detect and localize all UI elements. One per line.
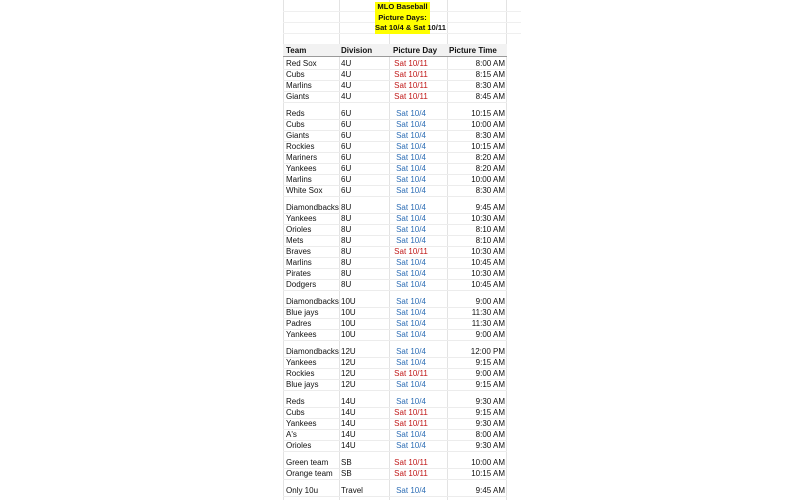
team-cell: Cubs — [286, 120, 305, 129]
table-row — [283, 91, 507, 103]
team-cell: Yankees — [286, 330, 317, 339]
picture-time-cell: 8:45 AM — [475, 92, 505, 101]
table-header — [283, 44, 507, 57]
picture-day-cell: Sat 10/11 — [394, 59, 428, 68]
division-cell: 6U — [341, 120, 352, 129]
picture-day-cell: Sat 10/11 — [394, 469, 428, 478]
picture-day-cell: Sat 10/4 — [396, 186, 426, 195]
picture-time-cell: 10:15 AM — [471, 142, 505, 151]
picture-day-cell: Sat 10/4 — [396, 175, 426, 184]
team-cell: Orioles — [286, 441, 312, 450]
team-cell: Braves — [286, 247, 311, 256]
picture-day-cell: Sat 10/4 — [396, 397, 426, 406]
picture-day-cell: Sat 10/4 — [396, 380, 426, 389]
picture-time-cell: 10:30 AM — [471, 269, 505, 278]
team-cell: Rockies — [286, 369, 315, 378]
picture-time-cell: 10:30 AM — [471, 214, 505, 223]
picture-time-cell: 9:15 AM — [475, 358, 505, 367]
team-cell: Yankees — [286, 358, 317, 367]
team-cell: Mets — [286, 236, 304, 245]
team-cell: Diamondbacks — [286, 347, 339, 356]
picture-time-cell: 10:45 AM — [471, 280, 505, 289]
picture-day-cell: Sat 10/4 — [396, 236, 426, 245]
division-cell: 8U — [341, 269, 352, 278]
division-cell: 14U — [341, 419, 356, 428]
division-cell: 4U — [341, 81, 352, 90]
picture-time-cell: 11:30 AM — [471, 308, 505, 317]
picture-day-cell: Sat 10/4 — [396, 330, 426, 339]
team-cell: Diamondbacks — [286, 297, 339, 306]
table-row — [283, 485, 507, 497]
spreadsheet — [283, 0, 521, 500]
picture-day-cell: Sat 10/4 — [396, 297, 426, 306]
division-cell: 8U — [341, 280, 352, 289]
team-cell: Orioles — [286, 225, 312, 234]
division-cell: 12U — [341, 347, 356, 356]
division-cell: 8U — [341, 258, 352, 267]
picture-time-cell: 8:20 AM — [475, 153, 505, 162]
team-cell: Cubs — [286, 408, 305, 417]
picture-day-cell: Sat 10/4 — [396, 441, 426, 450]
division-cell: 14U — [341, 441, 356, 450]
picture-day-cell: Sat 10/4 — [396, 214, 426, 223]
picture-time-cell: 8:20 AM — [475, 164, 505, 173]
banner-line: Picture Days: — [378, 12, 427, 22]
division-cell: 6U — [341, 131, 352, 140]
picture-time-cell: 9:30 AM — [475, 419, 505, 428]
picture-time-cell: 9:15 AM — [475, 408, 505, 417]
picture-day-cell: Sat 10/4 — [396, 347, 426, 356]
picture-time-cell: 12:00 PM — [470, 347, 505, 356]
picture-time-cell: 8:00 AM — [475, 59, 505, 68]
team-cell: Marlins — [286, 175, 312, 184]
picture-time-cell: 8:00 AM — [475, 430, 505, 439]
team-cell: Diamondbacks — [286, 203, 339, 212]
team-cell: Rockies — [286, 142, 315, 151]
division-cell: 6U — [341, 109, 352, 118]
picture-time-cell: 10:15 AM — [471, 469, 505, 478]
picture-time-cell: 10:00 AM — [471, 458, 505, 467]
picture-time-cell: 11:30 AM — [471, 319, 505, 328]
table-row — [283, 279, 507, 291]
team-cell: White Sox — [286, 186, 323, 195]
table-row — [283, 185, 507, 197]
picture-day-cell: Sat 10/4 — [396, 203, 426, 212]
picture-day-cell: Sat 10/11 — [394, 92, 428, 101]
picture-day-cell: Sat 10/11 — [394, 81, 428, 90]
picture-time-cell: 8:30 AM — [475, 131, 505, 140]
picture-day-cell: Sat 10/4 — [396, 486, 426, 495]
division-cell: 8U — [341, 247, 352, 256]
team-cell: Blue jays — [286, 308, 319, 317]
division-cell: 14U — [341, 408, 356, 417]
division-cell: SB — [341, 469, 352, 478]
team-cell: Orange team — [286, 469, 333, 478]
picture-time-cell: 9:45 AM — [475, 203, 505, 212]
team-cell: Green team — [286, 458, 329, 467]
division-cell: 6U — [341, 175, 352, 184]
division-cell: 12U — [341, 369, 356, 378]
division-cell: 14U — [341, 397, 356, 406]
picture-day-cell: Sat 10/4 — [396, 269, 426, 278]
division-cell: 12U — [341, 380, 356, 389]
picture-day-cell: Sat 10/4 — [396, 358, 426, 367]
team-cell: Pirates — [286, 269, 311, 278]
team-cell: Blue jays — [286, 380, 319, 389]
team-cell: Cubs — [286, 70, 305, 79]
picture-time-cell: 8:10 AM — [475, 236, 505, 245]
division-cell: 12U — [341, 358, 356, 367]
division-cell: 8U — [341, 236, 352, 245]
division-cell: 10U — [341, 297, 356, 306]
team-cell: Marlins — [286, 258, 312, 267]
team-cell: Mariners — [286, 153, 318, 162]
division-cell: 6U — [341, 153, 352, 162]
picture-day-cell: Sat 10/4 — [396, 308, 426, 317]
picture-day-cell: Sat 10/11 — [394, 247, 428, 256]
picture-time-cell: 9:45 AM — [475, 486, 505, 495]
banner-line: MLO Baseball — [377, 2, 428, 11]
picture-time-cell: 10:45 AM — [471, 258, 505, 267]
picture-day-cell: Sat 10/4 — [396, 225, 426, 234]
picture-time-cell: 10:00 AM — [471, 120, 505, 129]
division-cell: 6U — [341, 186, 352, 195]
division-cell: 4U — [341, 92, 352, 101]
team-cell: Padres — [286, 319, 312, 328]
team-cell: A's — [286, 430, 297, 439]
picture-time-cell: 8:15 AM — [475, 70, 505, 79]
picture-day-cell: Sat 10/11 — [394, 369, 428, 378]
picture-time-cell: 9:30 AM — [475, 397, 505, 406]
table-row — [283, 468, 507, 480]
picture-day-cell: Sat 10/11 — [394, 458, 428, 467]
division-cell: 4U — [341, 70, 352, 79]
picture-day-cell: Sat 10/11 — [394, 408, 428, 417]
team-cell: Giants — [286, 131, 310, 140]
picture-day-cell: Sat 10/4 — [396, 120, 426, 129]
picture-time-cell: 10:15 AM — [471, 109, 505, 118]
header-team: Team — [286, 46, 307, 55]
picture-time-cell: 10:30 AM — [471, 247, 505, 256]
picture-day-cell: Sat 10/4 — [396, 258, 426, 267]
division-cell: Travel — [341, 486, 363, 495]
team-cell: Yankees — [286, 164, 317, 173]
picture-day-cell: Sat 10/4 — [396, 319, 426, 328]
picture-time-cell: 8:10 AM — [475, 225, 505, 234]
division-cell: 14U — [341, 430, 356, 439]
team-cell: Reds — [286, 397, 305, 406]
picture-day-cell: Sat 10/11 — [394, 70, 428, 79]
team-cell: Giants — [286, 92, 310, 101]
division-cell: 6U — [341, 142, 352, 151]
team-cell: Red Sox — [286, 59, 317, 68]
table-row — [283, 329, 507, 341]
picture-day-cell: Sat 10/11 — [394, 419, 428, 428]
division-cell: 8U — [341, 214, 352, 223]
picture-time-cell: 8:30 AM — [475, 81, 505, 90]
picture-time-cell: 9:00 AM — [475, 330, 505, 339]
picture-day-cell: Sat 10/4 — [396, 430, 426, 439]
division-cell: 10U — [341, 330, 356, 339]
picture-time-cell: 9:30 AM — [475, 441, 505, 450]
division-cell: 10U — [341, 308, 356, 317]
picture-day-cell: Sat 10/4 — [396, 164, 426, 173]
header-picture-day: Picture Day — [393, 46, 438, 55]
picture-time-cell: 8:30 AM — [475, 186, 505, 195]
picture-day-cell: Sat 10/4 — [396, 142, 426, 151]
picture-time-cell: 10:00 AM — [471, 175, 505, 184]
division-cell: 6U — [341, 164, 352, 173]
table-row — [283, 440, 507, 452]
header-picture-time: Picture Time — [449, 46, 497, 55]
header-division: Division — [341, 46, 373, 55]
picture-day-cell: Sat 10/4 — [396, 280, 426, 289]
picture-time-cell: 9:00 AM — [475, 369, 505, 378]
division-cell: 8U — [341, 225, 352, 234]
banner-line: Sat 10/4 & Sat 10/11 — [375, 23, 446, 33]
picture-day-cell: Sat 10/4 — [396, 153, 426, 162]
team-cell: Reds — [286, 109, 305, 118]
team-cell: Yankees — [286, 214, 317, 223]
division-cell: 8U — [341, 203, 352, 212]
team-cell: Yankees — [286, 419, 317, 428]
team-cell: Dodgers — [286, 280, 317, 289]
picture-day-cell: Sat 10/4 — [396, 131, 426, 140]
title-banner — [375, 2, 446, 34]
division-cell: SB — [341, 458, 352, 467]
picture-time-cell: 9:00 AM — [475, 297, 505, 306]
team-cell: Marlins — [286, 81, 312, 90]
division-cell: 4U — [341, 59, 352, 68]
picture-day-cell: Sat 10/4 — [396, 109, 426, 118]
picture-time-cell: 9:15 AM — [475, 380, 505, 389]
table-row — [283, 379, 507, 391]
division-cell: 10U — [341, 319, 356, 328]
team-cell: Only 10u — [286, 486, 319, 495]
